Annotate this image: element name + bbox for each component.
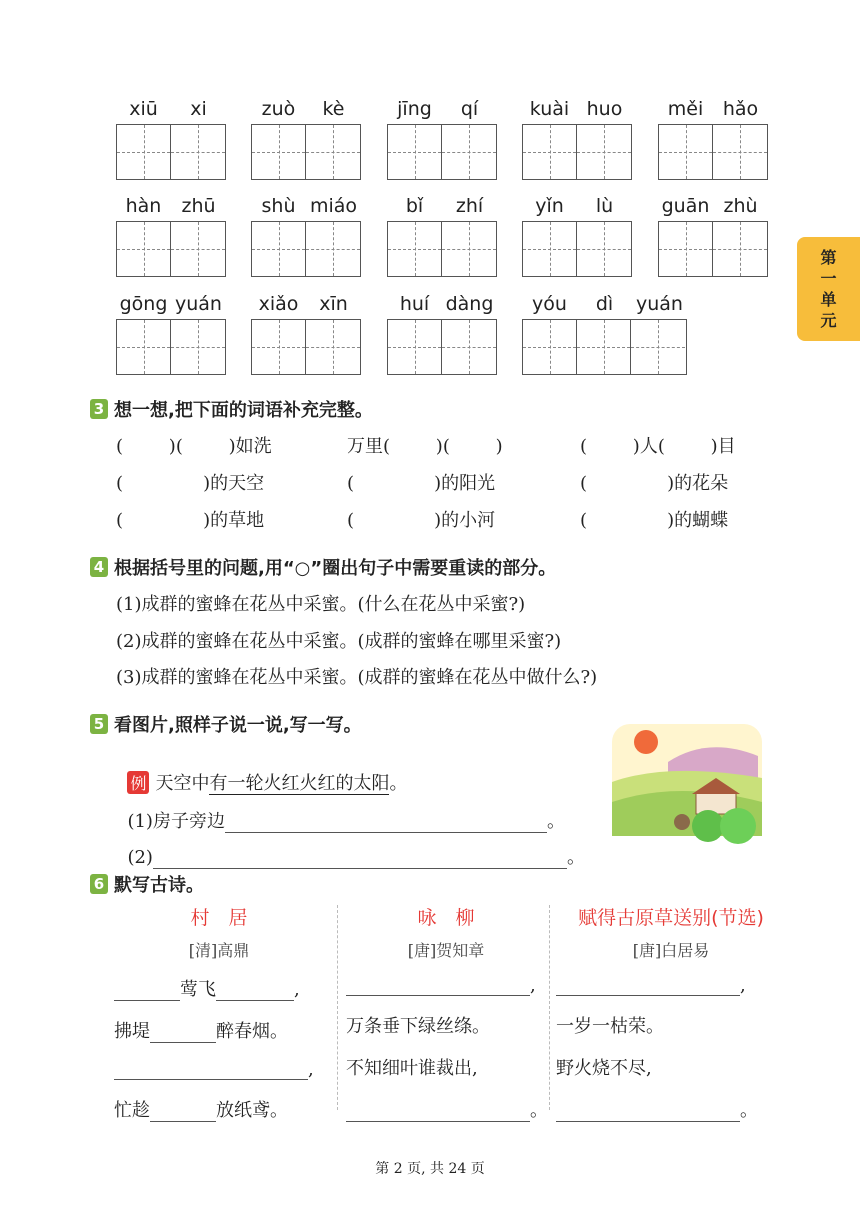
q5-item-2-prefix: (2)	[127, 847, 153, 868]
poem-author: [唐]贺知章	[407, 941, 485, 960]
pinyin-word-box	[116, 94, 226, 180]
pinyin-syllable: yǐn	[535, 195, 564, 217]
poem-text: ,	[294, 979, 300, 1000]
poem-text: ,	[308, 1059, 314, 1080]
pinyin-syllable: zuò	[261, 98, 296, 120]
writing-cell[interactable]	[442, 222, 496, 276]
pinyin-label	[251, 191, 361, 217]
poem-blank[interactable]	[556, 1120, 740, 1122]
pinyin-label	[522, 289, 687, 315]
poem-blank[interactable]	[556, 994, 740, 996]
poem-blank[interactable]	[346, 994, 530, 996]
writing-cell[interactable]	[252, 320, 306, 374]
q5-heading	[90, 711, 362, 737]
tianzige-grid	[251, 124, 361, 180]
q3-heading	[90, 396, 373, 422]
pinyin-syllable: měi	[667, 98, 704, 120]
pinyin-label	[387, 94, 497, 120]
pinyin-word-box	[116, 191, 226, 277]
sun-icon	[634, 730, 658, 754]
pinyin-label	[658, 191, 768, 217]
pinyin-label	[387, 191, 497, 217]
q6-title: 默写古诗。	[114, 875, 204, 896]
pinyin-syllable: xi	[190, 98, 207, 120]
poem-text: ,	[530, 975, 536, 996]
pinyin-word-box	[387, 191, 497, 277]
poem-blank[interactable]	[150, 1120, 216, 1122]
poem-line	[114, 1096, 324, 1122]
side-tab-char: 一	[820, 269, 837, 288]
q4-item-2: (2)成群的蜜蜂在花丛中采蜜。(成群的蜜蜂在哪里采蜜?)	[116, 631, 562, 652]
pinyin-word-box	[251, 289, 361, 375]
writing-cell[interactable]	[171, 125, 225, 179]
q3-number: 3	[90, 399, 108, 419]
q4-item-1: (1)成群的蜜蜂在花丛中采蜜。(什么在花丛中采蜜?)	[116, 594, 526, 615]
q6-number: 6	[90, 874, 108, 894]
poem-line	[556, 975, 786, 996]
example-period: 。	[389, 773, 408, 794]
writing-cell[interactable]	[252, 125, 306, 179]
poem-yongliu	[346, 903, 546, 1122]
pinyin-syllable: zhù	[723, 195, 758, 217]
writing-cell[interactable]	[117, 125, 171, 179]
writing-cell[interactable]	[171, 222, 225, 276]
pinyin-syllable: xiǎo	[258, 293, 299, 315]
tianzige-grid	[116, 319, 226, 375]
poem-blank[interactable]	[150, 1041, 216, 1043]
poem-text: 放纸鸢。	[216, 1100, 288, 1121]
pinyin-syllable: miáo	[309, 195, 358, 217]
pinyin-syllable: jīng	[397, 98, 432, 120]
tianzige-grid	[251, 319, 361, 375]
example-underlined-text: 有一轮火红火红的太阳	[209, 773, 390, 794]
pinyin-word-box	[522, 191, 632, 277]
poem-author: [清]高鼎	[188, 941, 250, 960]
q3-title: 想一想,把下面的词语补充完整。	[114, 400, 373, 421]
tianzige-grid	[116, 124, 226, 180]
q5-number: 5	[90, 714, 108, 734]
example-badge: 例	[127, 771, 149, 794]
tianzige-grid	[387, 124, 497, 180]
page-footer: 第 2 页, 共 24 页	[375, 1161, 485, 1177]
writing-cell[interactable]	[659, 222, 713, 276]
bush-icon	[692, 810, 724, 842]
pinyin-syllable: shù	[261, 195, 296, 217]
pinyin-word-box	[522, 94, 632, 180]
writing-cell[interactable]	[117, 222, 171, 276]
pinyin-syllable: yóu	[532, 293, 567, 315]
q4-item-3: (3)成群的蜜蜂在花丛中采蜜。(成群的蜜蜂在花丛中做什么?)	[116, 667, 598, 688]
writing-cell[interactable]	[577, 222, 631, 276]
pinyin-word-box	[522, 289, 687, 375]
writing-cell[interactable]	[713, 125, 767, 179]
pinyin-syllable: zhū	[181, 195, 216, 217]
writing-cell[interactable]	[523, 125, 577, 179]
pinyin-word-box	[251, 191, 361, 277]
pinyin-label	[658, 94, 768, 120]
poem-title: 咏 柳	[417, 907, 475, 929]
q3-row-2-a: ( )的天空	[116, 473, 265, 494]
poem-text: 。	[530, 1100, 548, 1121]
writing-cell[interactable]	[577, 320, 631, 374]
pinyin-syllable: yuán	[636, 293, 683, 315]
pinyin-syllable: dàng	[445, 293, 494, 315]
poem-text: 。	[740, 1100, 758, 1121]
q3-row-1-a: ( )( )如洗	[116, 436, 272, 457]
writing-cell[interactable]	[659, 125, 713, 179]
q4-heading	[90, 554, 556, 580]
pinyin-label	[116, 191, 226, 217]
tianzige-grid	[522, 221, 632, 277]
q5-title: 看图片,照样子说一说,写一写。	[114, 715, 362, 736]
q3-row-3-c: ( )的蝴蝶	[580, 510, 729, 531]
poem-divider	[337, 905, 338, 1110]
side-tab-char: 第	[820, 248, 837, 267]
poem-line: 万条垂下绿丝绦。	[346, 1016, 490, 1037]
poem-title: 村 居	[190, 907, 248, 929]
poem-line	[114, 1059, 324, 1080]
pinyin-syllable: xiū	[129, 98, 158, 120]
writing-cell[interactable]	[252, 222, 306, 276]
tianzige-grid	[522, 319, 687, 375]
pinyin-syllable: kè	[322, 98, 345, 120]
tianzige-grid	[522, 124, 632, 180]
tianzige-grid	[387, 221, 497, 277]
poem-author: [唐]白居易	[632, 941, 710, 960]
q5-item-1-prefix: (1)房子旁边	[127, 811, 225, 832]
tianzige-grid	[251, 221, 361, 277]
q4-title: 根据括号里的问题,用“○”圈出句子中需要重读的部分。	[114, 558, 557, 579]
writing-cell[interactable]	[523, 320, 577, 374]
pinyin-word-box	[387, 289, 497, 375]
pinyin-word-box	[251, 94, 361, 180]
writing-cell[interactable]	[388, 222, 442, 276]
tianzige-grid	[658, 124, 768, 180]
q3-row-1-c: ( )人( )目	[580, 436, 736, 457]
writing-cell[interactable]	[631, 320, 685, 374]
poem-text: 醉春烟。	[216, 1021, 288, 1042]
pinyin-word-box	[658, 94, 768, 180]
writing-cell[interactable]	[117, 320, 171, 374]
poem-blank[interactable]	[216, 999, 294, 1001]
pinyin-syllable: hàn	[125, 195, 162, 217]
poem-line	[346, 975, 546, 996]
pinyin-label	[522, 191, 632, 217]
poem-line	[556, 1096, 786, 1122]
writing-cell[interactable]	[388, 320, 442, 374]
poem-text: 拂堤	[114, 1021, 150, 1042]
poem-line	[114, 1017, 324, 1043]
pinyin-syllable: guān	[661, 195, 710, 217]
tianzige-grid	[116, 221, 226, 277]
writing-cell[interactable]	[442, 320, 496, 374]
pinyin-syllable: gōng	[119, 293, 168, 315]
poem-line: 野火烧不尽,	[556, 1058, 652, 1079]
tianzige-grid	[387, 319, 497, 375]
poem-fudeguyuancao	[556, 903, 786, 1122]
example-text: 天空中	[155, 773, 210, 794]
pinyin-syllable: hǎo	[722, 98, 759, 120]
pinyin-word-box	[658, 191, 768, 277]
q3-row-3-b: ( )的小河	[347, 510, 496, 531]
pinyin-label	[251, 289, 361, 315]
side-tab-char: 单	[820, 290, 837, 309]
pinyin-label	[116, 289, 226, 315]
q3-row-2-c: ( )的花朵	[580, 473, 729, 494]
side-tab-char: 元	[820, 311, 837, 330]
q5-period: 。	[546, 811, 565, 832]
pinyin-syllable: yuán	[175, 293, 222, 315]
q3-row-3-a: ( )的草地	[116, 510, 265, 531]
q5-answer-line-2[interactable]	[153, 867, 567, 869]
poem-text: ,	[740, 975, 746, 996]
pinyin-syllable: huí	[399, 293, 430, 315]
pinyin-label	[387, 289, 497, 315]
writing-cell[interactable]	[442, 125, 496, 179]
pinyin-syllable: qí	[460, 98, 479, 120]
countryside-illustration	[608, 722, 768, 844]
unit-side-tab	[797, 237, 860, 341]
writing-cell[interactable]	[306, 222, 360, 276]
poem-cunju	[114, 903, 324, 1122]
q3-row-1-b: 万里( )( )	[347, 436, 503, 457]
poem-blank[interactable]	[114, 1078, 308, 1080]
pinyin-syllable: dì	[595, 293, 614, 315]
writing-cell[interactable]	[577, 125, 631, 179]
q5-item-2	[116, 822, 585, 869]
q5-period: 。	[566, 847, 585, 868]
q4-number: 4	[90, 557, 108, 577]
poem-blank[interactable]	[346, 1120, 530, 1122]
writing-cell[interactable]	[523, 222, 577, 276]
pinyin-syllable: huo	[586, 98, 623, 120]
writing-cell[interactable]	[306, 125, 360, 179]
q6-heading	[90, 871, 204, 897]
writing-cell[interactable]	[713, 222, 767, 276]
pinyin-syllable: bǐ	[405, 195, 424, 217]
tree-icon	[674, 814, 690, 830]
bush-icon	[720, 808, 756, 844]
pinyin-label	[251, 94, 361, 120]
pinyin-syllable: lù	[595, 195, 614, 217]
writing-cell[interactable]	[388, 125, 442, 179]
poem-line: 不知细叶谁裁出,	[346, 1058, 478, 1079]
pinyin-word-box	[387, 94, 497, 180]
q3-row-2-b: ( )的阳光	[347, 473, 496, 494]
writing-cell[interactable]	[306, 320, 360, 374]
pinyin-syllable: xīn	[319, 293, 348, 315]
poem-text: 忙趁	[114, 1100, 150, 1121]
poem-text: 莺飞	[180, 979, 216, 1000]
pinyin-label	[522, 94, 632, 120]
writing-cell[interactable]	[171, 320, 225, 374]
tianzige-grid	[658, 221, 768, 277]
poem-line	[114, 975, 324, 1001]
poem-line: 一岁一枯荣。	[556, 1016, 664, 1037]
pinyin-word-box	[116, 289, 226, 375]
poem-blank[interactable]	[114, 999, 180, 1001]
poem-title: 赋得古原草送别(节选)	[578, 907, 764, 929]
poem-line	[346, 1096, 546, 1122]
pinyin-label	[116, 94, 226, 120]
pinyin-syllable: zhí	[455, 195, 484, 217]
poem-divider	[549, 905, 550, 1110]
pinyin-syllable: kuài	[529, 98, 570, 120]
